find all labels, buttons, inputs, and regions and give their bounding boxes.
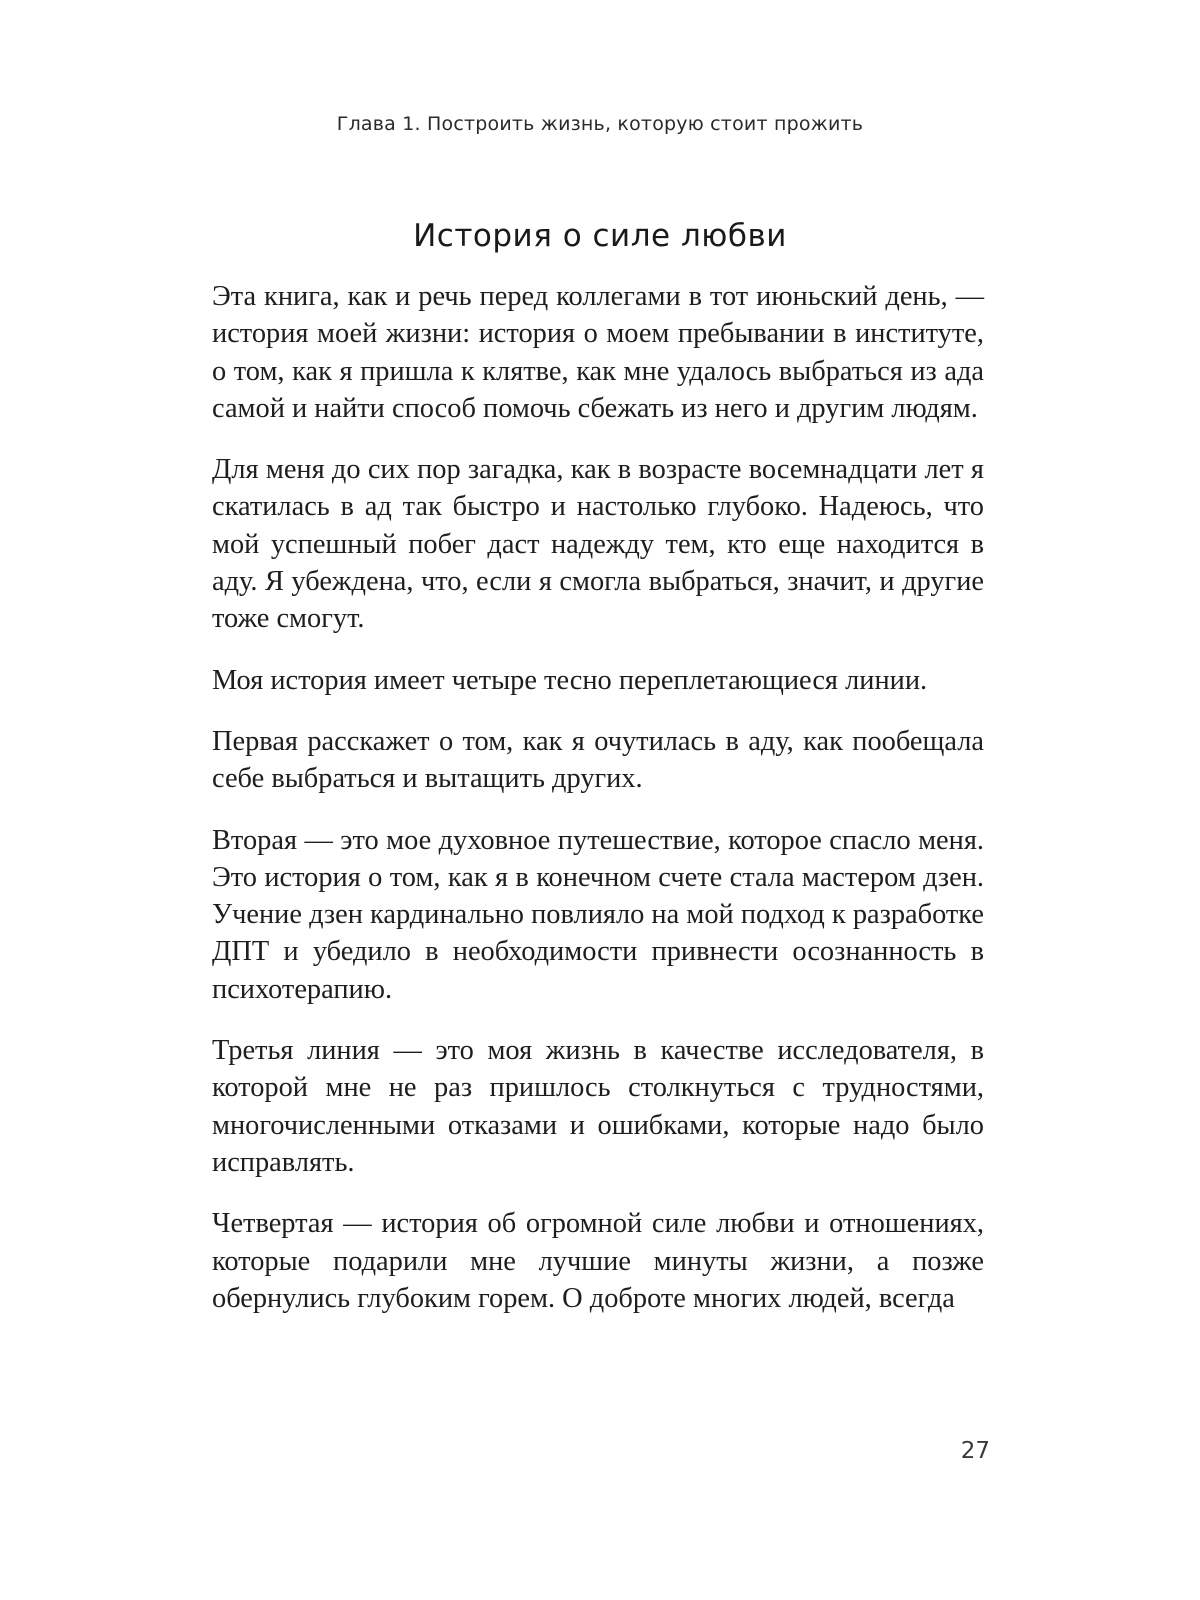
paragraph-7: Четвертая — история об огромной силе любви и отношениях, которые подарили мне лучшие минуты жизни, а позже обернулись глубоким горем. О доброте многих людей, всегда [212,1208,984,1314]
paragraph-1: Эта книга, как и речь перед коллегами в тот июньский день, — история моей жизни: история о моем пребывании в институте, о том, как я пришла к клятве, как мне удалось выбраться из ада самой и найти способ помочь сбежать из него и другим людям. [212,281,984,424]
paragraph-6: Третья линия — это моя жизнь в качестве исследователя, в которой мне не раз пришлось столкнуться с трудностями, многочисленными отказами и ошибками, которые надо было исправлять. [212,1035,984,1178]
paragraph-2: Для меня до сих пор загадка, как в возрасте восемнадцати лет я скатилась в ад так быстро и настолько глубоко. Надеюсь, что мой успешный побег даст надежду тем, кто еще находится в аду. Я убеждена, что, если я смогла выбраться, значит, и другие тоже смогут. [212,454,984,635]
paragraph-3: Моя история имеет четыре тесно переплетающиеся линии. [212,664,928,696]
running-header: Глава 1. Построить жизнь, которую стоит прожить [336,113,864,135]
page-number: 27 [960,1438,990,1464]
paragraph-4: Первая расскажет о том, как я очутилась в аду, как пообещала себе выбраться и вытащить других. [212,725,984,795]
section-title: История о силе любви [413,218,787,254]
paragraph-5: Вторая — это мое духовное путешествие, которое спасло меня. Это история о том, как я в конечном счете стала мастером дзен. Учение дзен кардинально повлияло на мой подход к разработке ДПТ и убедило в необходимости привнести осознанность в психотерапию. [212,824,984,1005]
body-text [212,278,984,1317]
